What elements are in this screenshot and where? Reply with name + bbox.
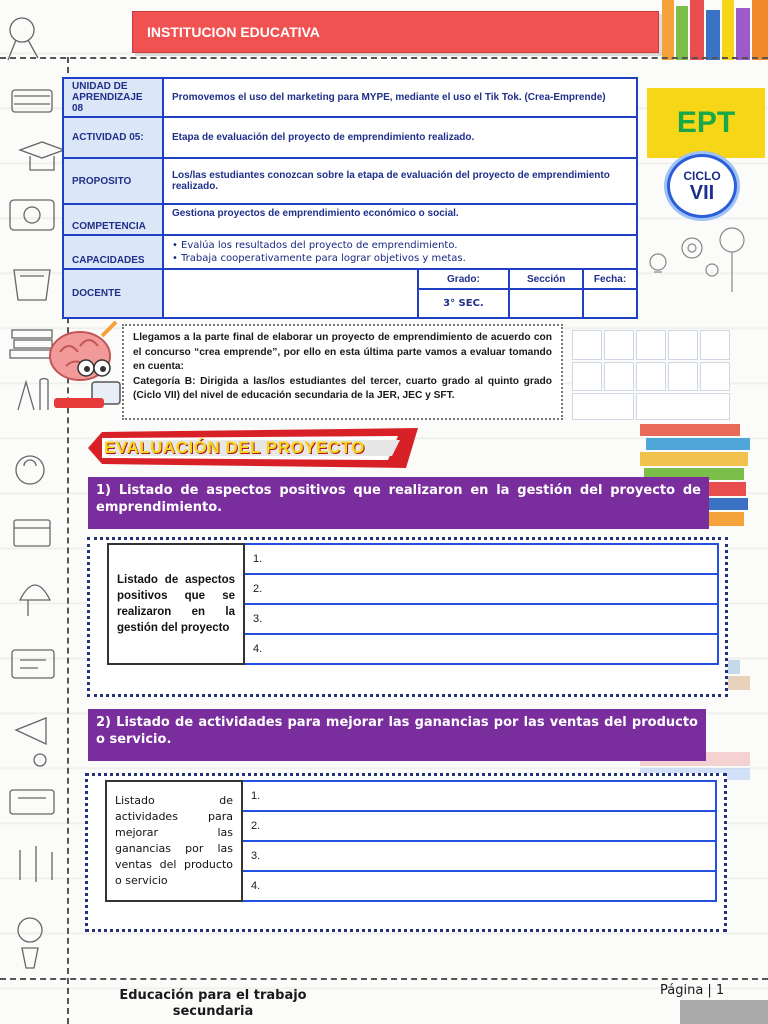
ciclo-value: VII (689, 182, 715, 204)
answer-row[interactable]: 4. (242, 871, 716, 901)
grado-value: 3° SEC. (418, 289, 510, 318)
competencia-value: Gestiona proyectos de emprendimiento económico o social. (163, 204, 637, 235)
capacidades-list (163, 235, 637, 269)
proposito-value: Los/las estudiantes conozcan sobre la etapa de evaluación del proyecto de emprendimiento realizado. (163, 158, 637, 204)
unidad-label: UNIDAD DE APRENDIZAJE 08 (63, 78, 163, 117)
thumbnail (668, 330, 698, 360)
fecha-value[interactable] (583, 289, 637, 318)
actividad-label: ACTIVIDAD 05: (63, 117, 163, 158)
docente-value[interactable] (163, 269, 418, 318)
thumbnail (604, 330, 634, 360)
ciclo-badge (667, 154, 737, 218)
brain-mascot-icon (40, 316, 130, 416)
ept-badge (647, 88, 765, 158)
unidad-value: Promovemos el uso del marketing para MYPE, mediante el uso el Tik Tok. (Crea-Emprende) (163, 78, 637, 117)
answer-row[interactable]: 1. (244, 544, 718, 574)
capacidad-item: • Evalúa los resultados del proyecto de emprendimiento. (171, 240, 458, 251)
answer-row[interactable]: 4. (244, 634, 718, 664)
institution-bar (132, 11, 659, 53)
answer-row[interactable]: 3. (244, 604, 718, 634)
footer-line-1: Educación para el trabajo (119, 988, 307, 1003)
capacidades-label: CAPACIDADES (63, 235, 163, 269)
bottom-dashed-line (0, 978, 768, 980)
question-2-title: 2) Listado de actividades para mejorar las ganancias por las ventas del producto o servicio. (88, 709, 706, 761)
question-2-description: Listado de actividades para mejorar las ganancias por las ventas del producto o servicio (106, 781, 242, 901)
question-1-description: Listado de aspectos positivos que se realizaron en la gestión del proyecto (108, 544, 244, 664)
footer-subject (88, 988, 338, 1020)
thumbnail (636, 393, 730, 420)
intro-box (122, 324, 563, 420)
answer-row[interactable]: 3. (242, 841, 716, 871)
actividad-value: Etapa de evaluación del proyecto de emprendimiento realizado. (163, 117, 637, 158)
question-2-table (105, 780, 717, 902)
reference-thumbnails (572, 330, 730, 420)
intro-paragraph: Llegamos a la parte final de elaborar un proyecto de emprendimiento de acuerdo con el concurso “crea emprende”, por ello en esta última parte vamos a evaluar tomando en cuenta: (133, 332, 552, 373)
docente-label: DOCENTE (63, 269, 163, 318)
institution-title: INSTITUCION EDUCATIVA (147, 24, 320, 40)
thumbnail (572, 393, 634, 420)
thumbnail (572, 330, 602, 360)
left-doodle-strip (0, 0, 66, 1024)
thumbnail (668, 362, 698, 392)
thumbnail (700, 362, 730, 392)
thumbnail (604, 362, 634, 392)
answer-row[interactable]: 2. (244, 574, 718, 604)
ciclo-label: CICLO (683, 169, 721, 183)
grado-label: Grado: (418, 269, 510, 289)
seccion-value[interactable] (509, 289, 583, 318)
thumbnail (700, 330, 730, 360)
competencia-label: COMPETENCIA (63, 204, 163, 235)
top-dashed-line (0, 57, 768, 59)
section-title: EVALUACIÓN DEL PROYECTO (104, 438, 365, 457)
info-table (62, 77, 638, 319)
thumbnail (572, 362, 602, 392)
footer-line-2: secundaria (172, 1004, 254, 1019)
answer-row[interactable]: 1. (242, 781, 716, 811)
capacidad-item: • Trabaja cooperativamente para lograr objetivos y metas. (171, 253, 466, 264)
question-1-table (107, 543, 719, 665)
thumbnail (636, 362, 666, 392)
intro-category: Categoría B: Dirigida a las/los estudiantes del tercer, cuarto grado al quinto grado (Ciclo VII) del nivel de educación secundaria de la JER, JEC y SFT. (133, 375, 552, 402)
proposito-label: PROPOSITO (63, 158, 163, 204)
answer-row[interactable]: 2. (242, 811, 716, 841)
ept-text: EPT (676, 106, 736, 139)
page-number: Página | 1 (660, 983, 725, 998)
seccion-label: Sección (509, 269, 583, 289)
fecha-label: Fecha: (583, 269, 637, 289)
thumbnail (636, 330, 666, 360)
question-1-title: 1) Listado de aspectos positivos que realizaron en la gestión del proyecto de emprendimiento. (88, 477, 709, 529)
doodle-illustrations (0, 0, 66, 1024)
